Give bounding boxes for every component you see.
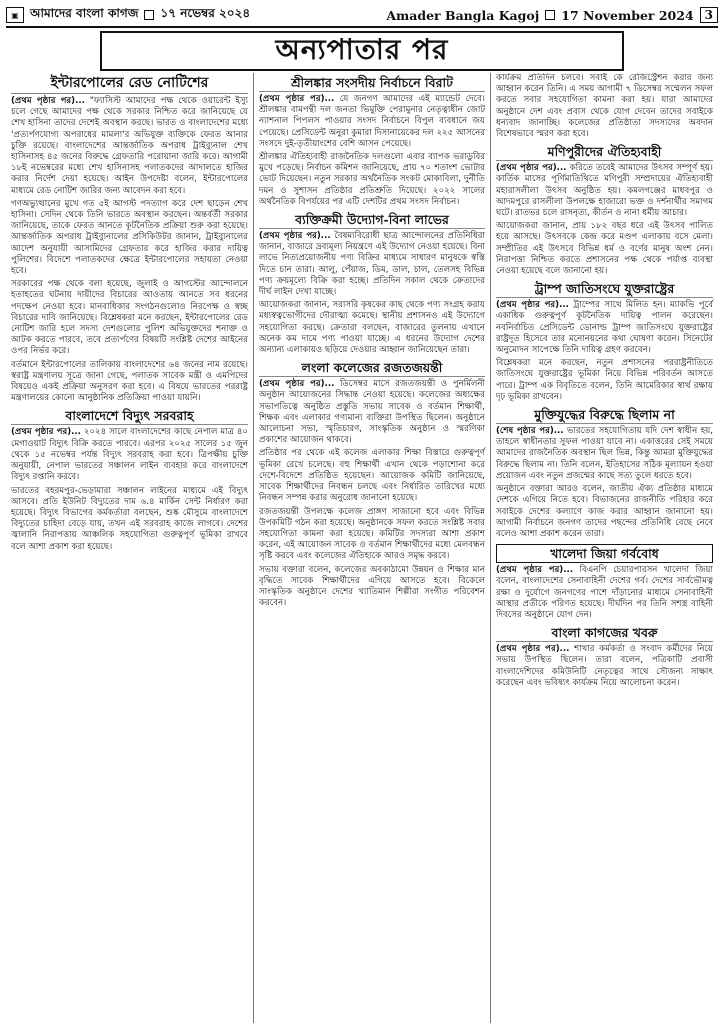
headline-khaleda: খালেদা জিয়া গর্ববোধ (496, 544, 713, 563)
page-title: অন্যপাতার পর (275, 32, 449, 66)
article-kagoj-news (496, 625, 713, 689)
paragraph: শ্রীলঙ্কার ঐতিহ্যবাহী রাজনৈতিক দলগুলো এবার ব্যাপক ভরাডুবির মুখে পড়েছে। নির্বাচন কমিশন জানিয়েছে, প্রায় ৭০ শতাংশ ভোটার ভোট দিয়েছেন। নতুন সরকার অর্থনৈতিক সংকট মোকাবিলা, দুর্নীতি দমন ও সুশাসন প্রতিষ্ঠার প্রতিশ্রুতি দিয়েছে। ২০২২ সালের অর্থনৈতিক বিপর্যয়ের পর এটি দেশটির প্রথম সংসদ নির্বাচন। (259, 152, 485, 207)
body-text: ট্রাম্পের সাথে মিলিত হন। ম্যাকভি পূর্বে একাধিক গুরুত্বপূর্ণ কূটনৈতিক দায়িত্ব পালন করেছেন। নবনির্বাচিত প্রেসিডেন্ট ডোনাল্ড ট্রাম্প জাতিসংঘে যুক্তরাষ্ট্রের রাষ্ট্রদূত হিসেবে তার মনোনয়নের কথা ঘোষণা করেন। সিনেটের অনুমোদন সাপেক্ষে তিনি দায়িত্ব গ্রহণ করবেন। (496, 300, 713, 356)
paragraph: আয়োজকরা জানান, সরাসরি কৃষকের কাছ থেকে পণ্য সংগ্রহ করায় মধ্যস্বত্বভোগীদের দৌরাত্ম্য কমেছে। স্থানীয় প্রশাসনও এই উদ্যোগে সহযোগিতা করছে। ক্রেতারা বলছেন, বাজারের তুলনায় এখানে অনেক কম দামে পণ্য পাওয়া যাচ্ছে। এ ধরনের উদ্যোগ দেশের অন্যান্য এলাকায়ও ছড়িয়ে দেওয়ার আহ্বান জানিয়েছেন তারা। (259, 300, 485, 356)
paragraph (11, 427, 248, 483)
paragraph: রজতজয়ন্তী উপলক্ষে কলেজ প্রাঙ্গণ সাজানো হবে এবং বিভিন্ন উপকমিটি গঠন করা হয়েছে। অনুষ্ঠানকে সফল করতে সংশ্লিষ্ট সবার সহযোগিতা কামনা করা হয়েছে। কমিটির সদস্যরা আশা প্রকাশ করেন, এই আয়োজন সাবেক ও বর্তমান শিক্ষার্থীদের মধ্যে মেলবন্ধন সৃষ্টি করবে এবং কলেজের ঐতিহ্যকে আরও সমৃদ্ধ করবে। (259, 506, 485, 562)
article-interpol (11, 75, 248, 404)
headline-interpol: ইন্টারপোলের রেড নোটিশের (11, 75, 248, 94)
body-text: যে জনগণ আমাদের এই ম্যান্ডেট দেবে। শ্রীলঙ্কার বামপন্থী দল জনতা ভিমুক্তি পেরামুনার নেতৃত্বাধীন জোট ন্যাশনাল পিপলস পাওয়ার সংসদ নির্বাচনে বিপুল ব্যবধানে জয় পেয়েছে। প্রেসিডেন্ট অনুরা কুমারা দিসানায়েকের দল ২২৫ আসনের সংসদে দুই-তৃতীয়াংশের বেশি আসন পেয়েছে। (259, 94, 485, 149)
headline-trump: ট্রাম্প জাতিসংঘে যুক্তরাষ্ট্রের (496, 281, 713, 298)
paragraph: গণঅভ্যুত্থানের মুখে গত ৫ই আগস্ট পদত্যাগ করে দেশ ছাড়েন শেখ হাসিনা। সেদিন থেকে তিনি ভারতে অবস্থান করছেন। অন্তর্বর্তী সরকার জানিয়েছে, তাকে ফেরত আনতে কূটনৈতিক প্রক্রিয়া শুরু করা হয়েছে। আন্তর্জাতিক অপরাধ ট্রাইব্যুনালের প্রসিকিউটর জানান, ট্রাইব্যুনালের আদেশ অনুযায়ী আসামিদের গ্রেফতার করে হাজির করার দায়িত্ব পুলিশের। বিদেশে পলাতকদের ক্ষেত্রে ইন্টারপোলের সহায়তা নেওয়া হবে। (11, 198, 248, 277)
continuation-label: (প্রথম পৃষ্ঠার পর)... (259, 231, 331, 242)
headline-college: লংলা কলেজের রজতজয়ন্তী (259, 360, 485, 377)
article-programme (496, 73, 713, 140)
paragraph (259, 94, 485, 150)
headline-srilanka: শ্রীলঙ্কার সংসদীয় নির্বাচনে বিরাট (259, 75, 485, 92)
paragraph: অনুষ্ঠানে বক্তারা আরও বলেন, জাতীয় ঐক্য প্রতিষ্ঠার মাধ্যমে দেশকে এগিয়ে নিতে হবে। বিভাজনের রাজনীতি পরিহার করে সবাইকে দেশের কল্যাণে কাজ করার আহ্বান জানানো হয়। আগামী নির্বাচনে জনগণ তাদের পছন্দের প্রতিনিধি বেছে নেবে বলেও আশা প্রকাশ করেন তারা। (496, 484, 713, 539)
date-bangla: ১৭ নভেম্বর ২০২৪ (160, 6, 251, 20)
continuation-label: (প্রথম পৃষ্ঠার পর)... (259, 379, 335, 390)
paragraph (496, 163, 713, 219)
article-manipuri (496, 144, 713, 277)
paragraph: কার্যক্রম প্রতিদিন চলবে। সবাই কে রেজিস্ট্রেশন করার জন্য আহ্বান করেন তিনি। এ সময় আগামী ৭ ডিসেম্বর সম্মেলন সফল করতে সবার সহযোগিতা কামনা করা হয়। যারা আমাদের অনুষ্ঠানে দেশ এবং প্রবাস থেকে যোগ দেবেন তাদের সবাইকে ধন্যবাদ জানাচ্ছি। কলেজের প্রতিষ্ঠাতা সদস্যদের অবদান বিশেষভাবে স্মরণ করা হবে। (496, 73, 713, 140)
paper-name-bangla: আমাদের বাংলা কাগজ (30, 6, 139, 20)
article-power (11, 408, 248, 552)
continuation-label: (প্রথম পৃষ্ঠার পর)... (496, 565, 574, 576)
body-text: "ফ্যাসিস্ট আমাদের পক্ষ থেকে ওয়ারেন্ট ইস্যু চলে গেছে আমাদের পক্ষ থেকে সরকার নিশ্চিত করে জানিয়েছে যে শেখ হাসিনা তাদের দেশেই অবস্থান করছে। ভারত ও বাংলাদেশের মধ্যে 'প্রত্যর্পণযোগ্য অপরাধের মামলা'র অভিযুক্ত ব্যক্তিকে ফেরত আনার চুক্তি রয়েছে। বাংলাদেশের আন্তর্জাতিক অপরাধ ট্রাইব্যুনাল শেখ হাসিনাসহ ৪৫ জনের বিরুদ্ধে গ্রেফতারি পরোয়ানা জারি করে। আগামী ১৮ই নভেম্বরের মধ্যে শেখ হাসিনাসহ পলাতকদের আদালতে হাজির করার নির্দেশ দেয়া হয়েছে। আইন উপদেষ্টা বলেন, ইন্টারপোলের মাধ্যমে রেড নোটিশ জারির জন্য আবেদন করা হবে। (11, 96, 248, 196)
continuation-label: (প্রথম পৃষ্ঠার পর)... (496, 163, 567, 174)
continuation-label: (প্রথম পৃষ্ঠার পর)... (11, 96, 85, 106)
paragraph (496, 300, 713, 356)
paper-logo-icon: ▣ (6, 7, 24, 23)
article-khaleda (496, 544, 713, 621)
body-text: শাখার কর্মকর্তা ও সংবাদ কর্মীদের নিয়ে সভায় উপস্থিত ছিলেন। তারা বলেন, পত্রিকাটি প্রবাসী বাংলাদেশিদের কমিউনিটি নেতৃত্বের সাথে সৌজন্য সাক্ষাৎ করেছেন এবং ভবিষ্যৎ কার্যক্রম নিয়ে আলোচনা করেন। (496, 644, 713, 688)
paragraph (11, 96, 248, 197)
body-text: ডিসেম্বর মাসে রজতজয়ন্তী ও পুনর্মিলনী অনুষ্ঠান আয়োজনের সিদ্ধান্ত নেওয়া হয়েছে। কলেজের অধ্যক্ষের সভাপতিত্বে অনুষ্ঠিত প্রস্তুতি সভায় সাবেক ও বর্তমান শিক্ষার্থী, শিক্ষক এবং এলাকার গণ্যমান্য ব্যক্তিরা উপস্থিত ছিলেন। অনুষ্ঠানে আলোচনা সভা, স্মৃতিচারণ, সাংস্কৃতিক অনুষ্ঠান ও স্মরণিকা প্রকাশের আয়োজন থাকবে। (259, 379, 485, 446)
body-text: করিতে তবেই আমাদের উৎসব সম্পূর্ণ হয়। কার্তিক মাসের পূর্ণিমাতিথিতে মণিপুরী সম্প্রদায়ের ঐতিহ্যবাহী মহারাসলীলা উৎসব অনুষ্ঠিত হয়। কমলগঞ্জের মাধবপুর ও আদমপুরে রাসলীলা উপলক্ষে হাজারো ভক্ত ও দর্শনার্থীর সমাগম ঘটে। রাতভর চলে রাসনৃত্য, কীর্তন ও নানা ধর্মীয় আচার। (496, 163, 714, 219)
masthead-left (6, 5, 250, 25)
paragraph: বর্তমানে ইন্টারপোলের তালিকায় বাংলাদেশের ৬৪ জনের নাম রয়েছে। স্বরাষ্ট্র মন্ত্রণালয় সূত্রে জানা গেছে, পলাতক সাবেক মন্ত্রী ও এমপিদের বিষয়েও একই প্রক্রিয়া অনুসরণ করা হবে। এ বিষয়ে ভারতের পররাষ্ট্র মন্ত্রণালয়ের কোনো আনুষ্ঠানিক প্রতিক্রিয়া পাওয়া যায়নি। (11, 359, 248, 404)
page-number: 3 (700, 7, 718, 23)
paragraph: ভারতের বহরমপুর-ভেড়ামারা সঞ্চালন লাইনের মাধ্যমে এই বিদ্যুৎ আসবে। প্রতি ইউনিট বিদ্যুতের দাম ৬.৪ মার্কিন সেন্ট নির্ধারণ করা হয়েছে। বিদ্যুৎ বিভাগের কর্মকর্তারা বলছেন, শুষ্ক মৌসুমে বাংলাদেশে বিদ্যুতের চাহিদা বেড়ে যায়, তখন এই সরবরাহ কাজে লাগবে। দেশের জ্বালানি নিরাপত্তায় আঞ্চলিক সহযোগিতা গুরুত্বপূর্ণ ভূমিকা রাখবে বলে আশা প্রকাশ করা হয়েছে। (11, 485, 248, 552)
article-initiative (259, 212, 485, 356)
continuation-label: (প্রথম পৃষ্ঠার পর)... (11, 427, 81, 438)
article-srilanka (259, 75, 485, 208)
paragraph (496, 644, 713, 689)
paragraph (259, 379, 485, 446)
column-3 (490, 73, 718, 1023)
separator-box-icon (144, 10, 154, 20)
masthead (6, 4, 718, 28)
page-title-banner (100, 31, 624, 71)
masthead-right (386, 7, 718, 23)
continuation-label: (প্রথম পৃষ্ঠার পর)... (259, 94, 335, 104)
headline-initiative: ব্যক্তিক্রমী উদ্যোগ-বিনা লাভের (259, 212, 485, 229)
article-liberation (496, 407, 713, 540)
column-1 (6, 73, 253, 1023)
body-text: বৈষম্যবিরোধী ছাত্র আন্দোলনের প্রতিনিধিরা জানান, বাজারে দ্রব্যমূল্য নিয়ন্ত্রণে এই উদ্যোগ নেওয়া হয়েছে। বিনা লাভে নিত্যপ্রয়োজনীয় পণ্য বিক্রির মাধ্যমে সাধারণ মানুষকে স্বস্তি দিতে চান তারা। আলু, পেঁয়াজ, ডিম, ডাল, চাল, তেলসহ বিভিন্ন পণ্য ক্রয়মূল্যে বিক্রি করা হচ্ছে। প্রতিদিন সকাল থেকে ক্রেতাদের দীর্ঘ লাইন দেখা যাচ্ছে। (259, 231, 485, 298)
paragraph (259, 231, 485, 298)
paper-name-english: Amader Bangla Kagoj (386, 7, 540, 23)
paragraph (496, 565, 713, 621)
headline-manipuri: মণিপুরীদের ঐতিহ্যবাহী (496, 144, 713, 161)
paragraph: বিশ্লেষকরা মনে করছেন, নতুন প্রশাসনের পররাষ্ট্রনীতিতে জাতিসংঘে যুক্তরাষ্ট্রের ভূমিকা নিয়ে বিভিন্ন পরিবর্তন আসতে পারে। ট্রাম্প এক বিবৃতিতে বলেন, তিনি আমেরিকার স্বার্থ রক্ষায় দৃঢ় ভূমিকা রাখবেন। (496, 358, 713, 402)
paragraph: সরকারের পক্ষ থেকে বলা হয়েছে, জুলাই ও আগস্টের আন্দোলনে হতাহতের ঘটনায় দায়ীদের বিচারের আওতায় আনতে সব ধরনের পদক্ষেপ নেওয়া হবে। মানবাধিকার সংগঠনগুলোও নিরপেক্ষ ও স্বচ্ছ বিচারের দাবি জানিয়েছে। বিশ্লেষকরা মনে করছেন, ইন্টারপোলের রেড নোটিশ জারি হলে সদস্য দেশগুলোর পুলিশ অভিযুক্তদের শনাক্ত ও আটক করতে পারবে, তবে প্রত্যর্পণের বিষয়টি সংশ্লিষ্ট দেশের আইনের ওপর নির্ভর করে। (11, 279, 248, 357)
article-college (259, 360, 485, 609)
body-text: ২০২৪ সালে বাংলাদেশের কাছে নেপাল মাত্র ৪০ মেগাওয়াট বিদ্যুৎ বিক্রি করতে পারবে। এরপর ২০২৫ সালের ১৫ জুন থেকে ১৫ নভেম্বর পর্যন্ত বিদ্যুৎ সরবরাহ করা হবে। ত্রিপক্ষীয় চুক্তি অনুযায়ী, নেপাল ভারতের সঞ্চালন লাইন ব্যবহার করে বাংলাদেশে বিদ্যুৎ রপ্তানি করবে। (11, 427, 248, 483)
columns (6, 73, 718, 1023)
column-2 (253, 73, 490, 1023)
paragraph: প্রতিষ্ঠার পর থেকে এই কলেজ এলাকার শিক্ষা বিস্তারে গুরুত্বপূর্ণ ভূমিকা রেখে চলেছে। বহু শিক্ষার্থী এখান থেকে পড়াশোনা করে দেশে-বিদেশে প্রতিষ্ঠিত হয়েছেন। আয়োজক কমিটি জানিয়েছে, সাবেক শিক্ষার্থীদের নিবন্ধন চলছে এবং নির্ধারিত তারিখের মধ্যে নিবন্ধন সম্পন্ন করার অনুরোধ জানানো হয়েছে। (259, 448, 485, 504)
continuation-label: (প্রথম পৃষ্ঠার পর)... (496, 644, 570, 655)
paragraph: আয়োজকরা জানান, প্রায় ১৮২ বছর ধরে এই উৎসব পালিত হয়ে আসছে। উৎসবকে কেন্দ্র করে মণ্ডপ এলাকায় বসে মেলা। সম্প্রীতির এই উৎসবে বিভিন্ন ধর্ম ও বর্ণের মানুষ অংশ নেন। নিরাপত্তা নিশ্চিত করতে প্রশাসনের পক্ষ থেকে পর্যাপ্ত ব্যবস্থা নেওয়া হয়েছে বলে জানানো হয়। (496, 221, 713, 277)
article-trump (496, 281, 713, 403)
headline-kagoj-news: বাংলা কাগজের খবরু (496, 625, 713, 642)
paragraph: সভায় বক্তারা বলেন, কলেজের অবকাঠামো উন্নয়ন ও শিক্ষার মান বৃদ্ধিতে সাবেক শিক্ষার্থীদের এগিয়ে আসতে হবে। বিকেলে সাংস্কৃতিক অনুষ্ঠানে দেশের খ্যাতিমান শিল্পীরা সংগীত পরিবেশন করবেন। (259, 564, 485, 609)
body-text: বিএনপি চেয়ারপারসন খালেদা জিয়া বলেন, বাংলাদেশের সেনাবাহিনী দেশের গর্ব। দেশের সার্বভৌমত্ব রক্ষা ও দুর্যোগে জনগণের পাশে দাঁড়ানোর মাধ্যমে সেনাবাহিনী আস্থার প্রতীকে পরিণত হয়েছে। দীর্ঘদিন পর তিনি সশস্ত্র বাহিনী দিবসের অনুষ্ঠানে যোগ দেন। (496, 565, 713, 620)
date-english: 17 November 2024 (561, 7, 694, 23)
headline-power: বাংলাদেশে বিদ্যুৎ সরবরাহ (11, 408, 248, 425)
headline-liberation: মুক্তিযুদ্ধের বিরুদ্ধে ছিলাম না (496, 407, 713, 424)
continuation-label: (প্রথম পৃষ্ঠার পর)... (496, 300, 569, 311)
separator-box-icon (545, 10, 555, 20)
paragraph (496, 426, 713, 482)
continuation-label: (শেষ পৃষ্ঠার পর)... (496, 426, 564, 437)
body-text: ভারতের সহযোগিতায় যদি দেশ স্বাধীন হয়, তাহলে স্বাধীনতার সুফল পাওয়া যাবে না। একাত্তরের সেই সময়ে আমাদের রাজনৈতিক অবস্থান ছিল ভিন্ন, কিন্তু আমরা মুক্তিযুদ্ধের বিরুদ্ধে ছিলাম না। তিনি বলেন, ইতিহাসের সঠিক মূল্যায়ন হওয়া প্রয়োজন এবং নতুন প্রজন্মের কাছে সত্য তুলে ধরতে হবে। (496, 426, 713, 481)
